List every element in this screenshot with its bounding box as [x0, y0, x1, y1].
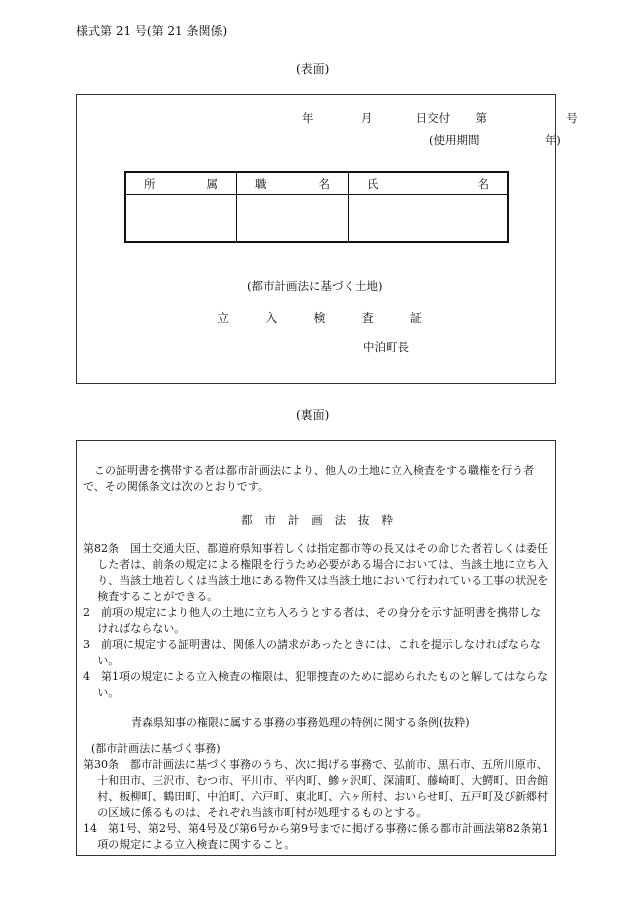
header-name [349, 173, 507, 195]
holder-info-table [124, 171, 509, 243]
cell-name [349, 195, 507, 241]
number-suffix-label: 号 [566, 111, 578, 125]
article-82-item-3: 3 前項に規定する証明書は、関係人の請求があったときには、これを提示しなければならない。 [83, 638, 541, 667]
intro-paragraph: この証明書を携帯する者は都市計画法により、他人の土地に立入検査をする職権を行う者で、その関係条文は次のとおりです。 [83, 464, 534, 493]
cell-position [237, 195, 349, 241]
period-label: (使用期間 [429, 133, 480, 147]
back-card [76, 440, 556, 856]
date-line [302, 110, 578, 126]
back-side-label: (裏面) [296, 408, 330, 422]
header-char: 所 [144, 176, 156, 191]
article-82-item-4: 4 第1項の規定による立入検査の権限は、犯罪捜査のために認められたものと解してはならない。 [83, 670, 548, 699]
section1-title: 都 市 計 画 法 抜 粋 [241, 513, 393, 527]
period-year-label: 年) [544, 133, 561, 147]
article-82-item-2: 2 前項の規定により他人の土地に立ち入ろうとする者は、その身分を示す証明書を携帯しなければならない。 [83, 606, 541, 635]
month-label: 月 [360, 111, 373, 125]
header-char: 属 [206, 176, 218, 191]
article-30-item-14: 14 第1号、第2号、第4号及び第6号から第9号までに掲げる事務に係る都市計画法第82条第1項の規定による立入検査に関すること。 [83, 822, 549, 851]
card-subtitle: (都市計画法に基づく土地) [247, 279, 383, 293]
header-char: 氏 [367, 176, 379, 191]
year-label: 年 [302, 111, 314, 125]
issuer-name: 中泊町長 [363, 340, 409, 354]
cell-affiliation [126, 195, 237, 241]
sub-heading: (都市計画法に基づく事務) [91, 742, 221, 755]
front-side-label: (表面) [296, 62, 330, 76]
header-char: 名 [477, 176, 489, 191]
card-title: 立 入 検 査 証 [217, 311, 422, 325]
period-line [429, 132, 561, 148]
article-30: 第30条 都市計画法に基づく事務のうち、次に掲げる事務で、弘前市、黒石市、五所川原市、十和田市、三沢市、むつ市、平川市、平内町、鰺ヶ沢町、深浦町、藤崎町、大鰐町、田舎館村、板柳町、鶴田町、中泊町、六戸町、東北町、六ヶ所村、おいらせ町、五戸町及び新郷村の区域に係るものは、それぞれ当該市町村が処理するものとする。 [83, 758, 549, 819]
header-position [237, 173, 349, 195]
header-char: 職 [255, 176, 267, 191]
article-82: 第82条 国土交通大臣、都道府県知事若しくは指定都市等の長又はその命じた者若しくは委任した者は、前条の規定による権限を行うため必要がある場合においては、当該土地に立ち入り、当該土地若しくは当該土地にある物件又は当該土地において行われている工事の状況を検査することができる。 [83, 542, 549, 603]
form-number: 様式第 21 号(第 21 条関係) [76, 24, 228, 38]
header-affiliation [126, 173, 237, 195]
issued-day-label: 日交付 [415, 111, 451, 125]
front-card [76, 94, 578, 384]
section2-title: 青森県知事の権限に属する事務の事務処理の特例に関する条例(抜粋) [131, 716, 470, 729]
number-prefix-label: 第 [475, 111, 487, 125]
header-char: 名 [318, 176, 330, 191]
